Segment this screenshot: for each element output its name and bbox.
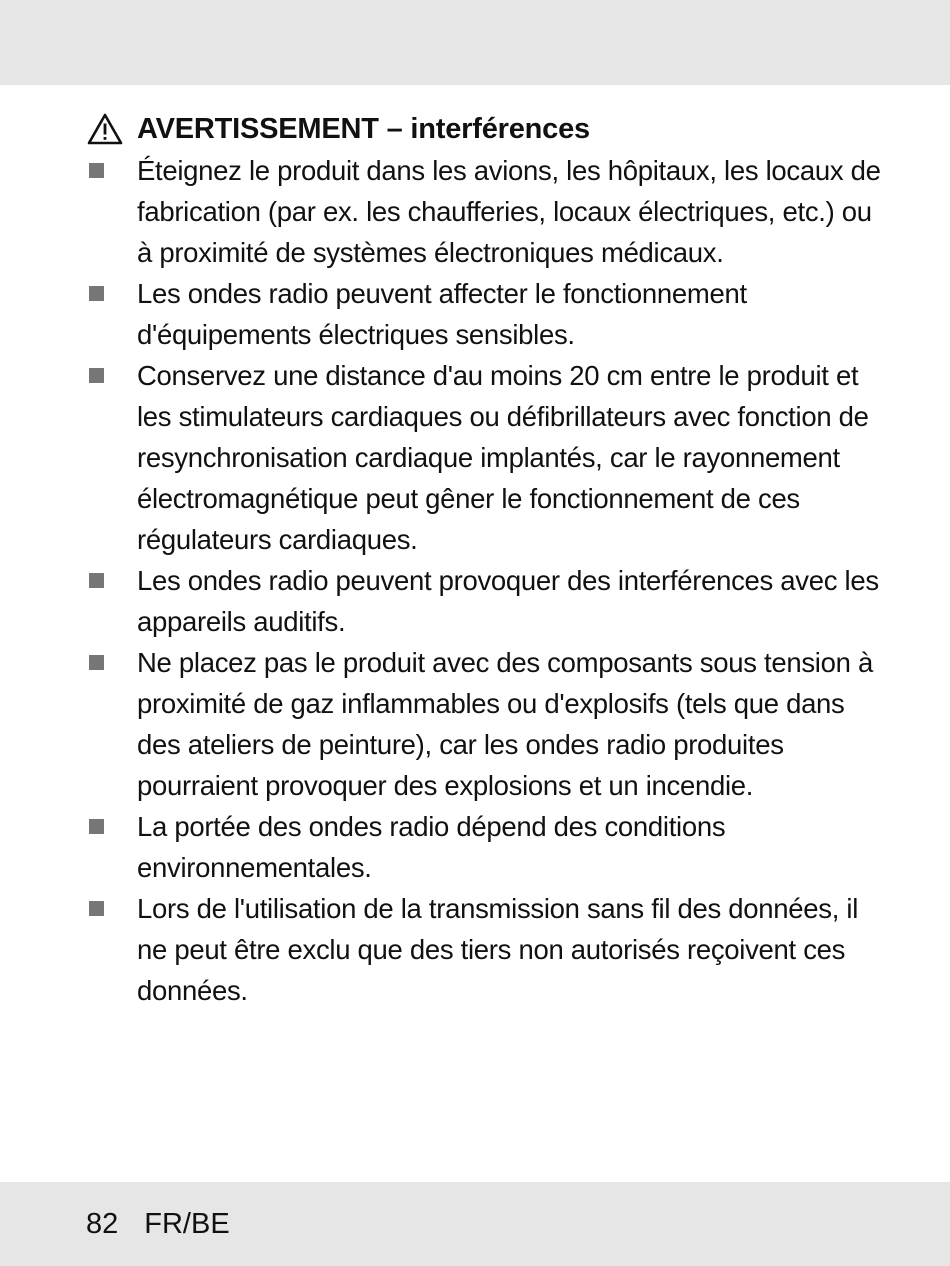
bullet-square-icon [89,368,104,383]
list-item-text: Les ondes radio peuvent provoquer des interférences avec les appareils auditifs. [137,565,879,637]
top-band [0,0,950,85]
list-item [86,150,886,273]
page-number: 82 [86,1208,119,1240]
bullet-square-icon [89,901,104,916]
warning-triangle-icon [86,112,124,146]
bullet-square-icon [89,573,104,588]
list-item-text: Conservez une distance d'au moins 20 cm entre le produit et les stimulateurs cardiaques ou défibrillateurs avec fonction de resynchronisation cardiaque implantés, car le rayonnement électromagnétique peut gêner le fonctionnement de ces régulateurs cardiaques. [137,360,869,555]
list-item [86,560,886,642]
list-item [86,355,886,560]
locale-label: FR/BE [144,1208,230,1240]
bullet-square-icon [89,819,104,834]
bullet-square-icon [89,286,104,301]
list-item [86,273,886,355]
section-title: AVERTISSEMENT – interférences [137,112,590,145]
bullet-square-icon [89,163,104,178]
list-item [86,806,886,888]
bullet-square-icon [89,655,104,670]
list-item-text: Ne placez pas le produit avec des composants sous tension à proximité de gaz inflammables ou d'explosifs (tels que dans des ateliers de peinture), car les ondes radio produites pourraient provoquer des explosions et un incendie. [137,647,873,801]
list-item [86,642,886,806]
list-item-text: La portée des ondes radio dépend des conditions environnementales. [137,811,726,883]
list-item [86,888,886,1011]
list-item-text: Lors de l'utilisation de la transmission sans fil des données, il ne peut être exclu que des tiers non autorisés reçoivent ces données. [137,893,859,1006]
list-item-text: Éteignez le produit dans les avions, les hôpitaux, les locaux de fabrication (par ex. les chaufferies, locaux électriques, etc.) ou à proximité de systèmes électroniques médicaux. [137,155,881,268]
page-footer [86,1203,230,1245]
section-heading [86,108,886,150]
warning-section [86,108,886,1011]
list-item-text: Les ondes radio peuvent affecter le fonctionnement d'équipements électriques sensibles. [137,278,747,350]
warning-list [86,150,886,1011]
